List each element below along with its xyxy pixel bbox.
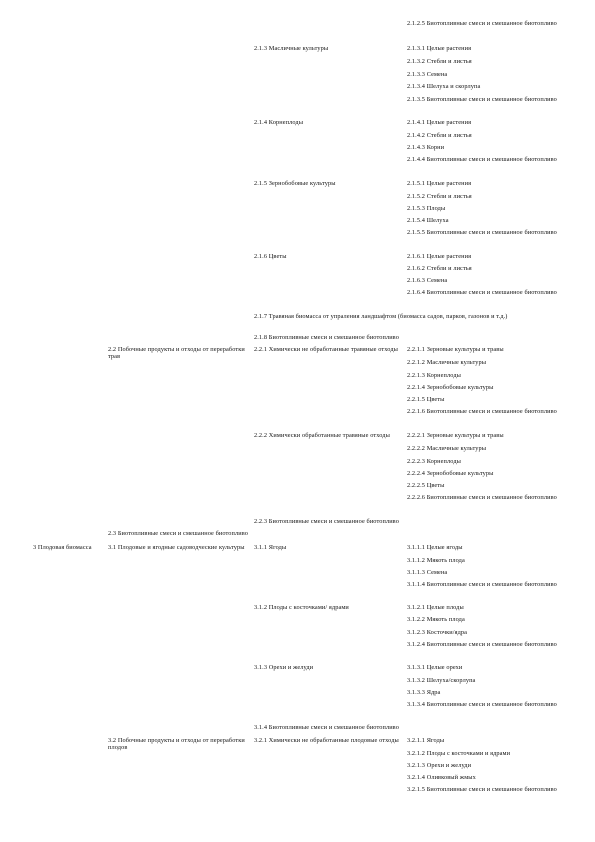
item-cell: 2.1.5.1 Целые растения xyxy=(407,180,472,187)
item-cell: 3.1.3.1 Целые орехи xyxy=(407,664,463,671)
item-cell: 3.2.1.4 Оливковый жмых xyxy=(407,774,476,781)
subgroup-cell: 3.2.1 Химически не обработанные плодовые отходы xyxy=(254,737,399,744)
item-cell: 2.2.1.1 Зерновые культуры и травы xyxy=(407,346,504,353)
item-cell: 2.2.1.3 Корнеплоды xyxy=(407,372,461,379)
subgroup-cell: 3.1.4 Биотопливные смеси и смешанное биотопливо xyxy=(254,724,399,731)
item-cell: 3.2.1.1 Ягоды xyxy=(407,737,445,744)
item-cell: 3.1.3.3 Ядра xyxy=(407,689,441,696)
item-cell: 2.1.5.5 Биотопливные смеси и смешанное биотопливо xyxy=(407,229,557,236)
item-cell: 2.2.1.6 Биотопливные смеси и смешанное биотопливо xyxy=(407,408,557,415)
item-cell: 3.2.1.2 Плоды с косточками и ядрами xyxy=(407,750,511,757)
item-cell: 3.1.3.2 Шелуха/скорлупа xyxy=(407,677,476,684)
item-cell: 2.2.2.5 Цветы xyxy=(407,482,445,489)
item-cell: 3.1.2.3 Косточки/ядра xyxy=(407,629,468,636)
item-cell: 2.1.2.5 Биотопливные смеси и смешанное биотопливо xyxy=(407,20,557,27)
subgroup-cell: 3.1.3 Орехи и желуди xyxy=(254,664,314,671)
subgroup-cell: 2.1.5 Зернобобовые культуры xyxy=(254,180,336,187)
subgroup-cell: 3.1.2 Плоды с косточками/ ядрами xyxy=(254,604,349,611)
item-cell: 3.2.1.3 Орехи и желуди xyxy=(407,762,472,769)
item-cell: 3.1.1.3 Семена xyxy=(407,569,448,576)
item-cell: 2.1.4.3 Корни xyxy=(407,144,445,151)
subgroup-cell: 2.2.1 Химически не обработанные травяные отходы xyxy=(254,346,398,353)
item-cell: 2.2.2.3 Корнеплоды xyxy=(407,458,461,465)
item-cell: 2.1.6.2 Стебли и листья xyxy=(407,265,472,272)
item-cell: 2.1.4.4 Биотопливные смеси и смешанное биотопливо xyxy=(407,156,557,163)
item-cell: 2.1.4.1 Целые растения xyxy=(407,119,472,126)
item-cell: 2.2.2.2 Масличные культуры xyxy=(407,445,487,452)
item-cell: 3.1.1.1 Целые ягоды xyxy=(407,544,463,551)
subgroup-cell: 2.1.3 Масличные культуры xyxy=(254,45,329,52)
item-cell: 2.1.5.3 Плоды xyxy=(407,205,446,212)
item-cell: 2.2.1.2 Масличные культуры xyxy=(407,359,487,366)
item-cell: 2.2.2.1 Зерновые культуры и травы xyxy=(407,432,504,439)
item-cell: 3.1.2.1 Целые плоды xyxy=(407,604,464,611)
item-cell: 2.2.2.6 Биотопливные смеси и смешанное биотопливо xyxy=(407,494,557,501)
item-cell: 3.1.2.4 Биотопливные смеси и смешанное биотопливо xyxy=(407,641,557,648)
item-cell: 2.2.1.4 Зернобобовые культуры xyxy=(407,384,494,391)
item-cell: 3.1.2.2 Мякоть плода xyxy=(407,616,465,623)
subgroup-cell: 2.1.6 Цветы xyxy=(254,253,287,260)
item-cell: 2.1.3.3 Семена xyxy=(407,71,448,78)
group-cell: 3.2 Побочные продукты и отходы от переработки плодов xyxy=(108,737,245,751)
item-cell: 3.2.1.5 Биотопливные смеси и смешанное биотопливо xyxy=(407,786,557,793)
item-cell: 2.1.6.4 Биотопливные смеси и смешанное биотопливо xyxy=(407,289,557,296)
item-cell: 2.1.3.4 Шелуха и скорлупа xyxy=(407,83,481,90)
item-cell: 2.2.1.5 Цветы xyxy=(407,396,445,403)
subgroup-cell: 3.1.1 Ягоды xyxy=(254,544,287,551)
item-cell: 2.2.2.4 Зернобобовые культуры xyxy=(407,470,494,477)
item-cell: 2.1.5.2 Стебли и листья xyxy=(407,193,472,200)
item-cell: 3.1.3.4 Биотопливные смеси и смешанное биотопливо xyxy=(407,701,557,708)
item-cell: 2.1.6.1 Целые растения xyxy=(407,253,472,260)
item-cell: 2.1.3.5 Биотопливные смеси и смешанное биотопливо xyxy=(407,96,557,103)
item-cell: 2.1.4.2 Стебли и листья xyxy=(407,132,472,139)
subgroup-cell: 2.2.3 Биотопливные смеси и смешанное биотопливо xyxy=(254,518,399,525)
item-cell: 2.1.5.4 Шелуха xyxy=(407,217,449,224)
subgroup-cell: 2.1.7 Травяная биомасса от упраления ландшафтом (биомасса садов, парков, газонов и т.д.) xyxy=(254,313,508,320)
item-cell: 3.1.1.2 Мякоть плода xyxy=(407,557,465,564)
category-cell: 3 Плодовая биомасса xyxy=(33,544,92,551)
item-cell: 3.1.1.4 Биотопливные смеси и смешанное биотопливо xyxy=(407,581,557,588)
group-cell: 2.3 Биотопливные смеси и смешанное биотопливо xyxy=(108,530,249,537)
item-cell: 2.1.3.1 Целые растения xyxy=(407,45,472,52)
subgroup-cell: 2.1.8 Биотопливные смеси и смешанное биотопливо xyxy=(254,334,399,341)
item-cell: 2.1.6.3 Семена xyxy=(407,277,448,284)
item-cell: 2.1.3.2 Стебли и листья xyxy=(407,58,472,65)
subgroup-cell: 2.1.4 Корнеплоды xyxy=(254,119,304,126)
group-cell: 2.2 Побочные продукты и отходы от переработки трав xyxy=(108,346,245,360)
group-cell: 3.1 Плодовые и ягодные садоводческие культуры xyxy=(108,544,245,551)
subgroup-cell: 2.2.2 Химически обработанные травяные отходы xyxy=(254,432,390,439)
